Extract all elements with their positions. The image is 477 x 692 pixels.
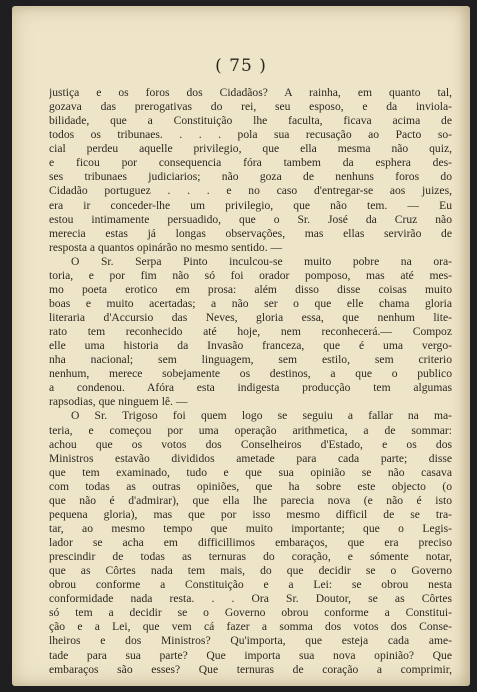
text-line: conformidade nada resta. . . Ora Sr. Doutor, se as Côrtes: [49, 592, 452, 606]
text-line: resposta a quantos opinárão no mesmo sentido. —: [49, 240, 283, 254]
page-number: ( 75 ): [215, 56, 267, 76]
text-line: achou que os votos dos Conselheiros d'Estado, e os dos: [49, 437, 452, 451]
text-line: justiça e os foros dos Cidadãos? A rainha, em quanto tal,: [49, 86, 452, 99]
text-line: literaria d'Accursio das Neves, gloria essa, que nenhum lite-: [49, 311, 452, 324]
text-line: lheiros e dos Ministros? Qu'importa, que esteja cada ame-: [49, 634, 452, 648]
text-line: obrou conforme a Constituição e a Lei: se obrou nesta: [49, 578, 452, 592]
text-line: rapsodias, que ninguem lê. —: [49, 395, 188, 409]
text-line: boas e muito acertadas; a não ser o que elle chama gloria: [49, 296, 452, 310]
body-text: [49, 86, 452, 677]
text-line: era ir conceder-lhe um privilegio, que não tem. — Eu: [49, 198, 452, 212]
document-page: [12, 6, 470, 686]
text-line: ção e a Lei, que vem cá fazer a somma dos votos dos Conse-: [49, 620, 452, 634]
text-line: que tem examinado, tudo e que sua opinião se não casava: [49, 465, 452, 479]
text-line: mo poeta erotico em prosa: além disso disse coisas muito: [49, 282, 452, 296]
text-line: cial perdeu aquelle privilegio, que ella mesma não quiz,: [49, 142, 452, 156]
text-line: Ministros estavão divididos ametade para cada parte; disse: [49, 451, 452, 465]
text-line: Cidadão portuguez . . . e no caso d'entregar-se aos juizes,: [49, 184, 452, 198]
text-line: estou intimamente persuadido, que o Sr. José da Cruz não: [49, 212, 452, 226]
text-line: com todas as outras opiniões, que ha sobre este objecto (o: [49, 479, 452, 493]
text-line: nenhum, merece sobejamente os destinos, a que o publico: [49, 367, 452, 381]
text-line: a condenou. Afóra esta indigesta producção tem algumas: [49, 381, 452, 395]
text-line: gozava das prerogativas do rei, seu esposo, e da inviola-: [49, 100, 452, 114]
text-line: que as Côrtes nada tem mais, do que decidir se o Governo: [49, 564, 452, 578]
text-line: que não é d'admirar), que ella lhe parecia nova (e não é isto: [49, 493, 452, 507]
text-line: teria, e começou por uma operação arithmetica, a de sommar:: [49, 423, 452, 437]
text-line: todos os tribunaes. . . . pola sua recusação ao Pacto so-: [49, 128, 452, 142]
text-line: elle uma historia da Invasão franceza, que é uma vergo-: [49, 339, 452, 353]
text-line: só tem a decidir se o Governo obrou conforme a Constitui-: [49, 606, 452, 620]
text-line: e ficou por consequencia fóra tambem da esphera des-: [49, 156, 452, 170]
text-line: O Sr. Trigoso foi quem logo se seguiu a fallar na ma-: [71, 409, 452, 423]
text-line: tade para sua parte? Que importa sua nova opinião? Que: [49, 648, 452, 662]
text-line: lador se acha em difficillimos embaraços, que era preciso: [49, 536, 452, 549]
text-line: prescindir de todas as ternuras do coração, e sómente notar,: [49, 550, 452, 564]
text-line: nha nacional; sem linguagem, sem estilo, sem criterio: [49, 353, 452, 367]
text-line: ses tribunaes judiciarios; não goza de nenhuns foros do: [49, 170, 452, 184]
text-line: O Sr. Serpa Pinto inculcou-se muito pobre na ora-: [71, 254, 452, 268]
text-line: merecia estas já longas observações, mas ellas servirão de: [49, 226, 452, 240]
text-line: toria, e por fim não só foi orador pomposo, mas até mes-: [49, 268, 452, 282]
text-line: embaraços são esses? Que ternuras de coração a comprimir,: [49, 662, 452, 676]
text-line: bilidade, que a Constituição lhe faculta, ficava acima de: [49, 114, 452, 128]
text-line: rato tem reconhecido até hoje, nem reconhecerá.— Compoz: [49, 325, 452, 339]
text-line: tar, ao mesmo tempo que muito importante; que o Legis-: [49, 521, 452, 535]
text-line: pequena gloria), mas que por isso mesmo difficil de se tra-: [49, 507, 452, 521]
